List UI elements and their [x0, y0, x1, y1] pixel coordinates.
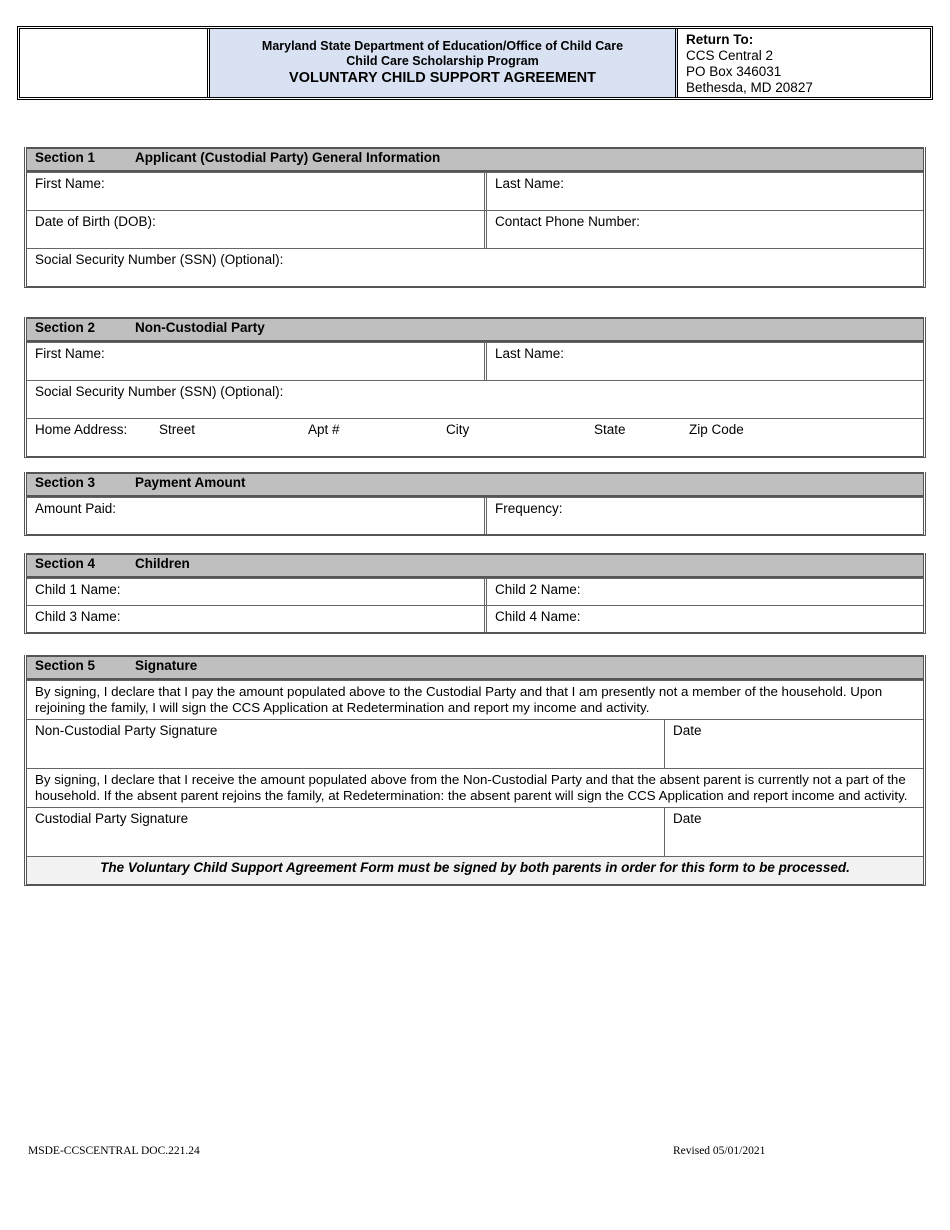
section-title: Payment Amount — [135, 475, 246, 490]
section-4 — [24, 553, 926, 634]
dob-field[interactable]: Date of Birth (DOB): — [27, 211, 487, 248]
form-row — [27, 342, 923, 380]
city-label: City — [446, 422, 470, 437]
signature-row — [27, 807, 923, 856]
home-address-label: Home Address: — [35, 422, 128, 437]
section-4-header — [27, 553, 923, 578]
section-1 — [24, 147, 926, 288]
custodial-declaration: By signing, I declare that I receive the amount populated above from the Non-Custodial Party and that the absent parent is currently not a part of the household. If the absent parent rejoins the family, at Redetermination: the absent parent will sign the CCS Application and report income and activity. — [35, 772, 908, 803]
agency-name: Maryland State Department of Education/Office of Child Care — [261, 39, 624, 53]
section-title: Children — [135, 556, 190, 571]
home-address-field[interactable] — [27, 419, 923, 456]
section-title: Applicant (Custodial Party) General Information — [135, 150, 441, 165]
return-to-label: Return To: — [686, 32, 754, 47]
return-line-2: PO Box 346031 — [686, 64, 782, 79]
logo-area — [20, 29, 210, 97]
street-label: Street — [159, 422, 196, 437]
section-number: Section 5 — [35, 658, 96, 673]
child-1-field[interactable]: Child 1 Name: — [27, 579, 487, 605]
return-line-1: CCS Central 2 — [686, 48, 774, 63]
section-number: Section 3 — [35, 475, 96, 490]
form-row — [27, 497, 923, 534]
section-2 — [24, 317, 926, 458]
noncustodial-date-field[interactable]: Date — [673, 723, 702, 738]
form-header — [17, 26, 933, 100]
section-5-header — [27, 655, 923, 680]
noncustodial-signature-field[interactable]: Non-Custodial Party Signature — [27, 720, 665, 768]
frequency-field[interactable]: Frequency: — [495, 501, 563, 516]
section-number: Section 2 — [35, 320, 96, 335]
child-3-field[interactable]: Child 3 Name: — [27, 606, 487, 632]
form-row — [27, 172, 923, 210]
program-name: Child Care Scholarship Program — [346, 54, 539, 68]
section-title: Signature — [135, 658, 198, 673]
form-row — [27, 210, 923, 248]
form-title-block — [210, 29, 678, 97]
form-title: VOLUNTARY CHILD SUPPORT AGREEMENT — [289, 70, 596, 86]
custodial-signature-field[interactable]: Custodial Party Signature — [27, 808, 665, 856]
zip-label: Zip Code — [689, 422, 744, 437]
return-address — [678, 29, 930, 97]
phone-field[interactable]: Contact Phone Number: — [495, 214, 640, 229]
nc-ssn-field[interactable]: Social Security Number (SSN) (Optional): — [35, 384, 284, 399]
amount-paid-field[interactable]: Amount Paid: — [27, 498, 487, 534]
custodial-date-field[interactable]: Date — [673, 811, 702, 826]
noncustodial-declaration: By signing, I declare that I pay the amount populated above to the Custodial Party and that I am presently not a member of the household. Upon rejoining the family, I will sign the CCS Application at Redetermination and report my income and activity. — [35, 684, 883, 715]
declaration-row — [27, 680, 923, 719]
child-4-field[interactable]: Child 4 Name: — [495, 609, 581, 624]
section-1-header — [27, 147, 923, 172]
nc-last-name-field[interactable]: Last Name: — [495, 346, 565, 361]
section-number: Section 1 — [35, 150, 96, 165]
section-5 — [24, 655, 926, 886]
document-id: MSDE-CCSCENTRAL DOC.221.24 — [28, 1145, 200, 1157]
ssn-field[interactable]: Social Security Number (SSN) (Optional): — [35, 252, 284, 267]
form-row — [27, 380, 923, 418]
section-3 — [24, 472, 926, 536]
nc-first-name-field[interactable]: First Name: — [27, 343, 487, 380]
state-label: State — [594, 422, 626, 437]
form-row — [27, 248, 923, 286]
signature-notice: The Voluntary Child Support Agreement Form must be signed by both parents in order for this form to be processed. — [27, 856, 923, 884]
form-row — [27, 418, 923, 456]
form-row — [27, 578, 923, 605]
child-2-field[interactable]: Child 2 Name: — [495, 582, 581, 597]
signature-row — [27, 719, 923, 768]
revision-date: Revised 05/01/2021 — [673, 1145, 766, 1157]
declaration-row — [27, 768, 923, 807]
section-title: Non-Custodial Party — [135, 320, 265, 335]
section-2-header — [27, 317, 923, 342]
first-name-field[interactable]: First Name: — [27, 173, 487, 210]
return-line-3: Bethesda, MD 20827 — [686, 80, 813, 95]
section-number: Section 4 — [35, 556, 96, 571]
section-3-header — [27, 472, 923, 497]
apt-label: Apt # — [308, 422, 340, 437]
last-name-field[interactable]: Last Name: — [495, 176, 565, 191]
form-row — [27, 605, 923, 632]
